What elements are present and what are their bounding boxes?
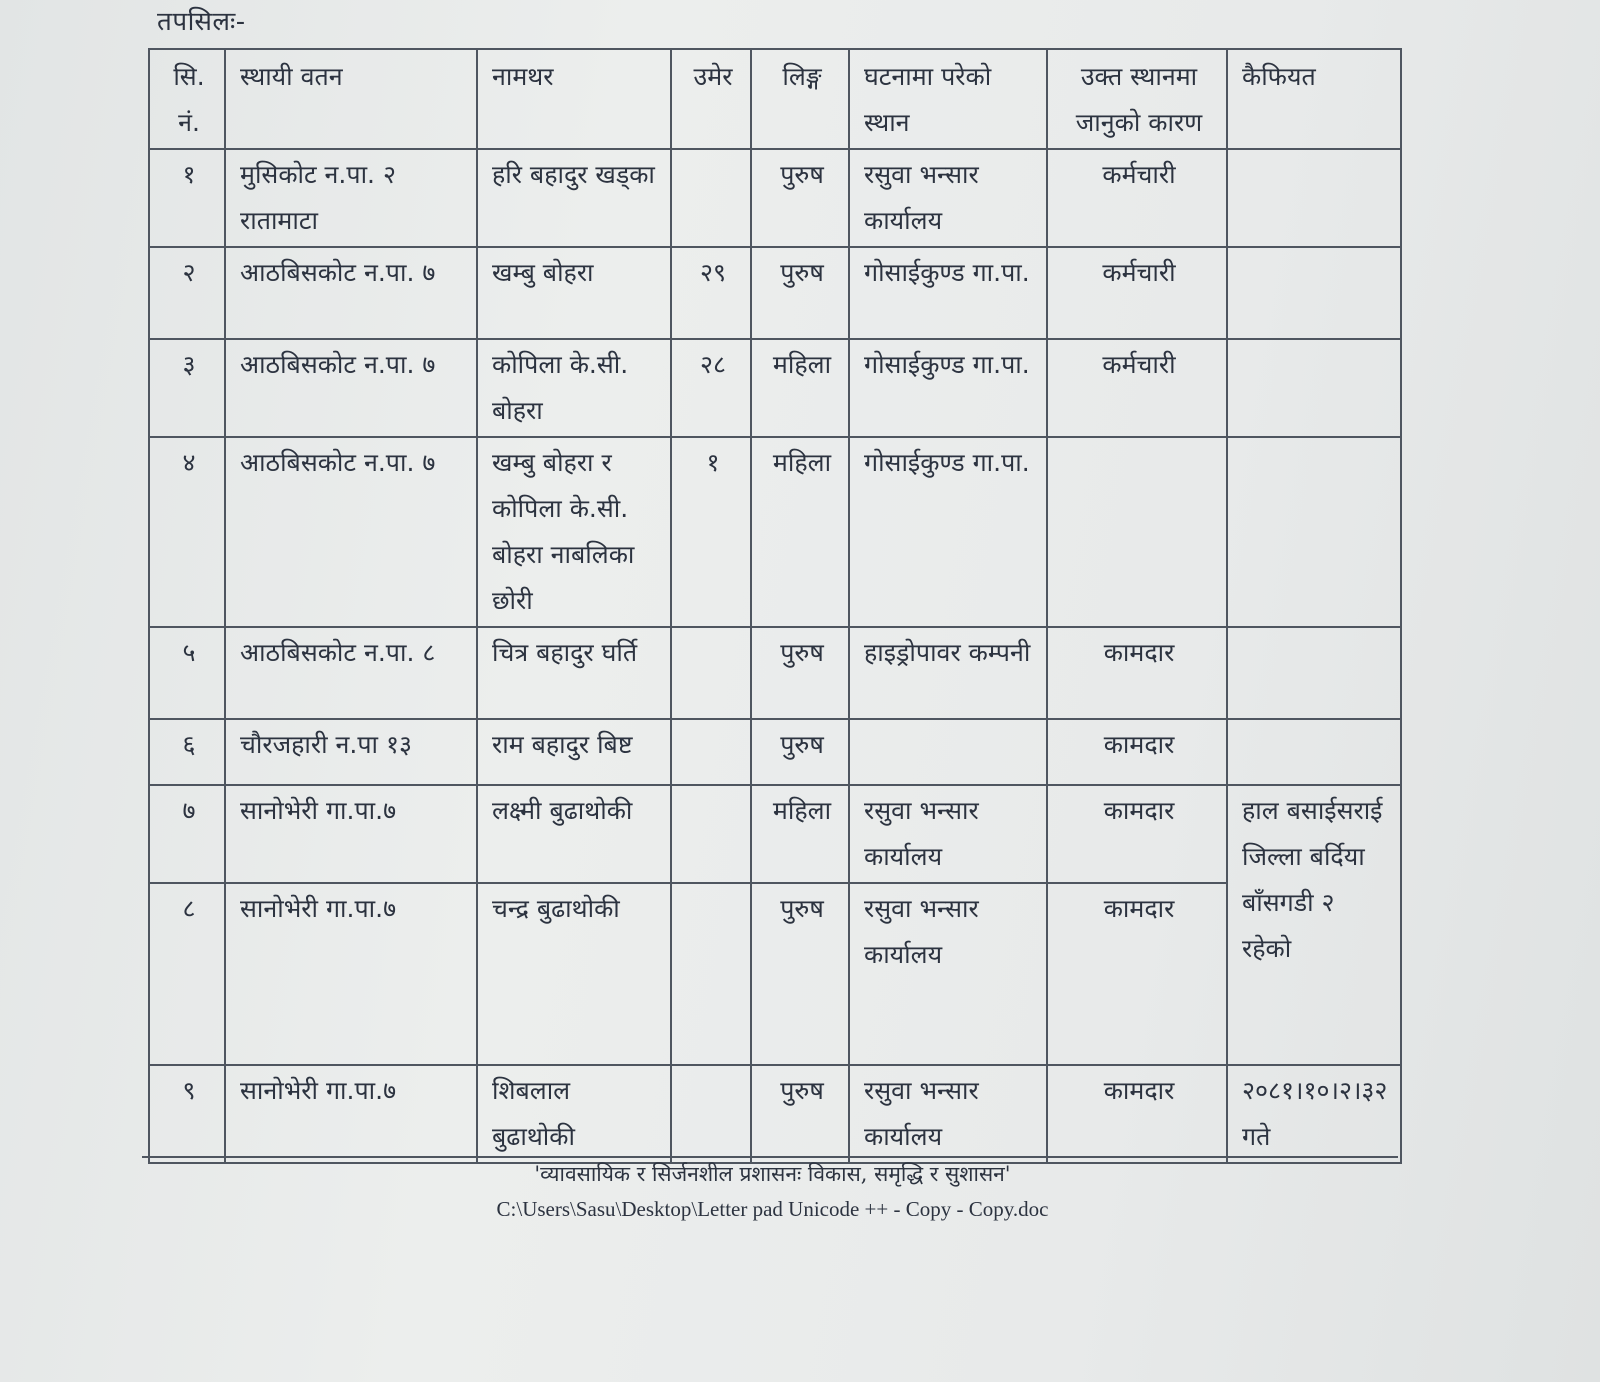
cell-gender: महिला bbox=[751, 339, 849, 437]
table-row bbox=[149, 1065, 1401, 1163]
header-place: घटनामा परेको स्थान bbox=[849, 49, 1047, 149]
cell-age bbox=[671, 149, 751, 247]
footer-divider bbox=[142, 1156, 1398, 1158]
cell-sn: ५ bbox=[149, 627, 225, 719]
cell-age: १ bbox=[671, 437, 751, 627]
cell-reason: कर्मचारी bbox=[1047, 149, 1227, 247]
cell-name: लक्ष्मी बुढाथोकी bbox=[477, 785, 671, 883]
cell-gender: पुरुष bbox=[751, 719, 849, 785]
cell-remarks bbox=[1227, 627, 1401, 719]
cell-sn: १ bbox=[149, 149, 225, 247]
table-header-row bbox=[149, 49, 1401, 149]
cell-age bbox=[671, 1065, 751, 1163]
cell-place: गोसाईकुण्ड गा.पा. bbox=[849, 437, 1047, 627]
cell-place: गोसाईकुण्ड गा.पा. bbox=[849, 247, 1047, 339]
cell-remarks bbox=[1227, 247, 1401, 339]
cell-place: रसुवा भन्सार कार्यालय bbox=[849, 149, 1047, 247]
cell-remarks bbox=[1227, 719, 1401, 785]
cell-remarks bbox=[1227, 437, 1401, 627]
cell-name: खम्बु बोहरा र कोपिला के.सी. बोहरा नाबलिका छोरी bbox=[477, 437, 671, 627]
cell-sn: ७ bbox=[149, 785, 225, 883]
header-reason: उक्त स्थानमा जानुको कारण bbox=[1047, 49, 1227, 149]
victims-detail-table bbox=[148, 48, 1402, 1164]
cell-place: रसुवा भन्सार कार्यालय bbox=[849, 883, 1047, 1065]
cell-age bbox=[671, 883, 751, 1065]
cell-gender: पुरुष bbox=[751, 883, 849, 1065]
table-row bbox=[149, 437, 1401, 627]
cell-address: चौरजहारी न.पा १३ bbox=[225, 719, 477, 785]
cell-reason: कर्मचारी bbox=[1047, 339, 1227, 437]
cell-gender: पुरुष bbox=[751, 247, 849, 339]
cell-name: चन्द्र बुढाथोकी bbox=[477, 883, 671, 1065]
table-row bbox=[149, 247, 1401, 339]
cell-reason: कामदार bbox=[1047, 627, 1227, 719]
cell-reason: कामदार bbox=[1047, 883, 1227, 1065]
footer-file-path: C:\Users\Sasu\Desktop\Letter pad Unicode ++ - Copy - Copy.doc bbox=[496, 1197, 1049, 1221]
cell-remarks: २०८१।१०।२।३२ गते bbox=[1227, 1065, 1401, 1163]
cell-age bbox=[671, 627, 751, 719]
cell-gender: पुरुष bbox=[751, 627, 849, 719]
cell-sn: २ bbox=[149, 247, 225, 339]
cell-address: सानोभेरी गा.पा.७ bbox=[225, 883, 477, 1065]
cell-reason: कामदार bbox=[1047, 785, 1227, 883]
cell-address: सानोभेरी गा.पा.७ bbox=[225, 1065, 477, 1163]
cell-name: शिबलाल बुढाथोकी bbox=[477, 1065, 671, 1163]
table-row bbox=[149, 339, 1401, 437]
details-heading: तपसिलः- bbox=[157, 7, 246, 37]
cell-place bbox=[849, 719, 1047, 785]
cell-sn: ६ bbox=[149, 719, 225, 785]
cell-place: रसुवा भन्सार कार्यालय bbox=[849, 785, 1047, 883]
cell-gender: महिला bbox=[751, 437, 849, 627]
cell-remarks: हाल बसाईसराई जिल्ला बर्दिया बाँसगडी २ रहेको bbox=[1227, 785, 1401, 1065]
header-age: उमेर bbox=[671, 49, 751, 149]
table-row bbox=[149, 719, 1401, 785]
cell-address: आठबिसकोट न.पा. ७ bbox=[225, 437, 477, 627]
cell-place: रसुवा भन्सार कार्यालय bbox=[849, 1065, 1047, 1163]
cell-remarks bbox=[1227, 339, 1401, 437]
cell-gender: महिला bbox=[751, 785, 849, 883]
header-gender: लिङ्ग bbox=[751, 49, 849, 149]
cell-sn: ३ bbox=[149, 339, 225, 437]
cell-address: आठबिसकोट न.पा. ८ bbox=[225, 627, 477, 719]
cell-address: सानोभेरी गा.पा.७ bbox=[225, 785, 477, 883]
cell-name: हरि बहादुर खड्का bbox=[477, 149, 671, 247]
cell-address: मुसिकोट न.पा. २ रातामाटा bbox=[225, 149, 477, 247]
table-row bbox=[149, 883, 1401, 1065]
cell-place: गोसाईकुण्ड गा.पा. bbox=[849, 339, 1047, 437]
cell-age: २८ bbox=[671, 339, 751, 437]
cell-age: २९ bbox=[671, 247, 751, 339]
cell-address: आठबिसकोट न.पा. ७ bbox=[225, 247, 477, 339]
header-address: स्थायी वतन bbox=[225, 49, 477, 149]
cell-name: चित्र बहादुर घर्ति bbox=[477, 627, 671, 719]
cell-sn: ४ bbox=[149, 437, 225, 627]
table-row bbox=[149, 785, 1401, 883]
cell-reason: कामदार bbox=[1047, 719, 1227, 785]
cell-reason: कर्मचारी bbox=[1047, 247, 1227, 339]
cell-name: खम्बु बोहरा bbox=[477, 247, 671, 339]
header-remarks: कैफियत bbox=[1227, 49, 1401, 149]
table-row bbox=[149, 627, 1401, 719]
cell-gender: पुरुष bbox=[751, 1065, 849, 1163]
cell-age bbox=[671, 785, 751, 883]
footer-slogan: 'व्यावसायिक र सिर्जनशील प्रशासनः विकास, समृद्धि र सुशासन' bbox=[534, 1162, 1011, 1186]
cell-age bbox=[671, 719, 751, 785]
cell-place: हाइड्रोपावर कम्पनी bbox=[849, 627, 1047, 719]
table-row bbox=[149, 149, 1401, 247]
cell-remarks bbox=[1227, 149, 1401, 247]
cell-sn: ८ bbox=[149, 883, 225, 1065]
cell-reason bbox=[1047, 437, 1227, 627]
cell-name: राम बहादुर बिष्ट bbox=[477, 719, 671, 785]
header-name: नामथर bbox=[477, 49, 671, 149]
cell-address: आठबिसकोट न.पा. ७ bbox=[225, 339, 477, 437]
cell-sn: ९ bbox=[149, 1065, 225, 1163]
cell-reason: कामदार bbox=[1047, 1065, 1227, 1163]
cell-name: कोपिला के.सी. बोहरा bbox=[477, 339, 671, 437]
header-sn: सि. नं. bbox=[149, 49, 225, 149]
cell-gender: पुरुष bbox=[751, 149, 849, 247]
